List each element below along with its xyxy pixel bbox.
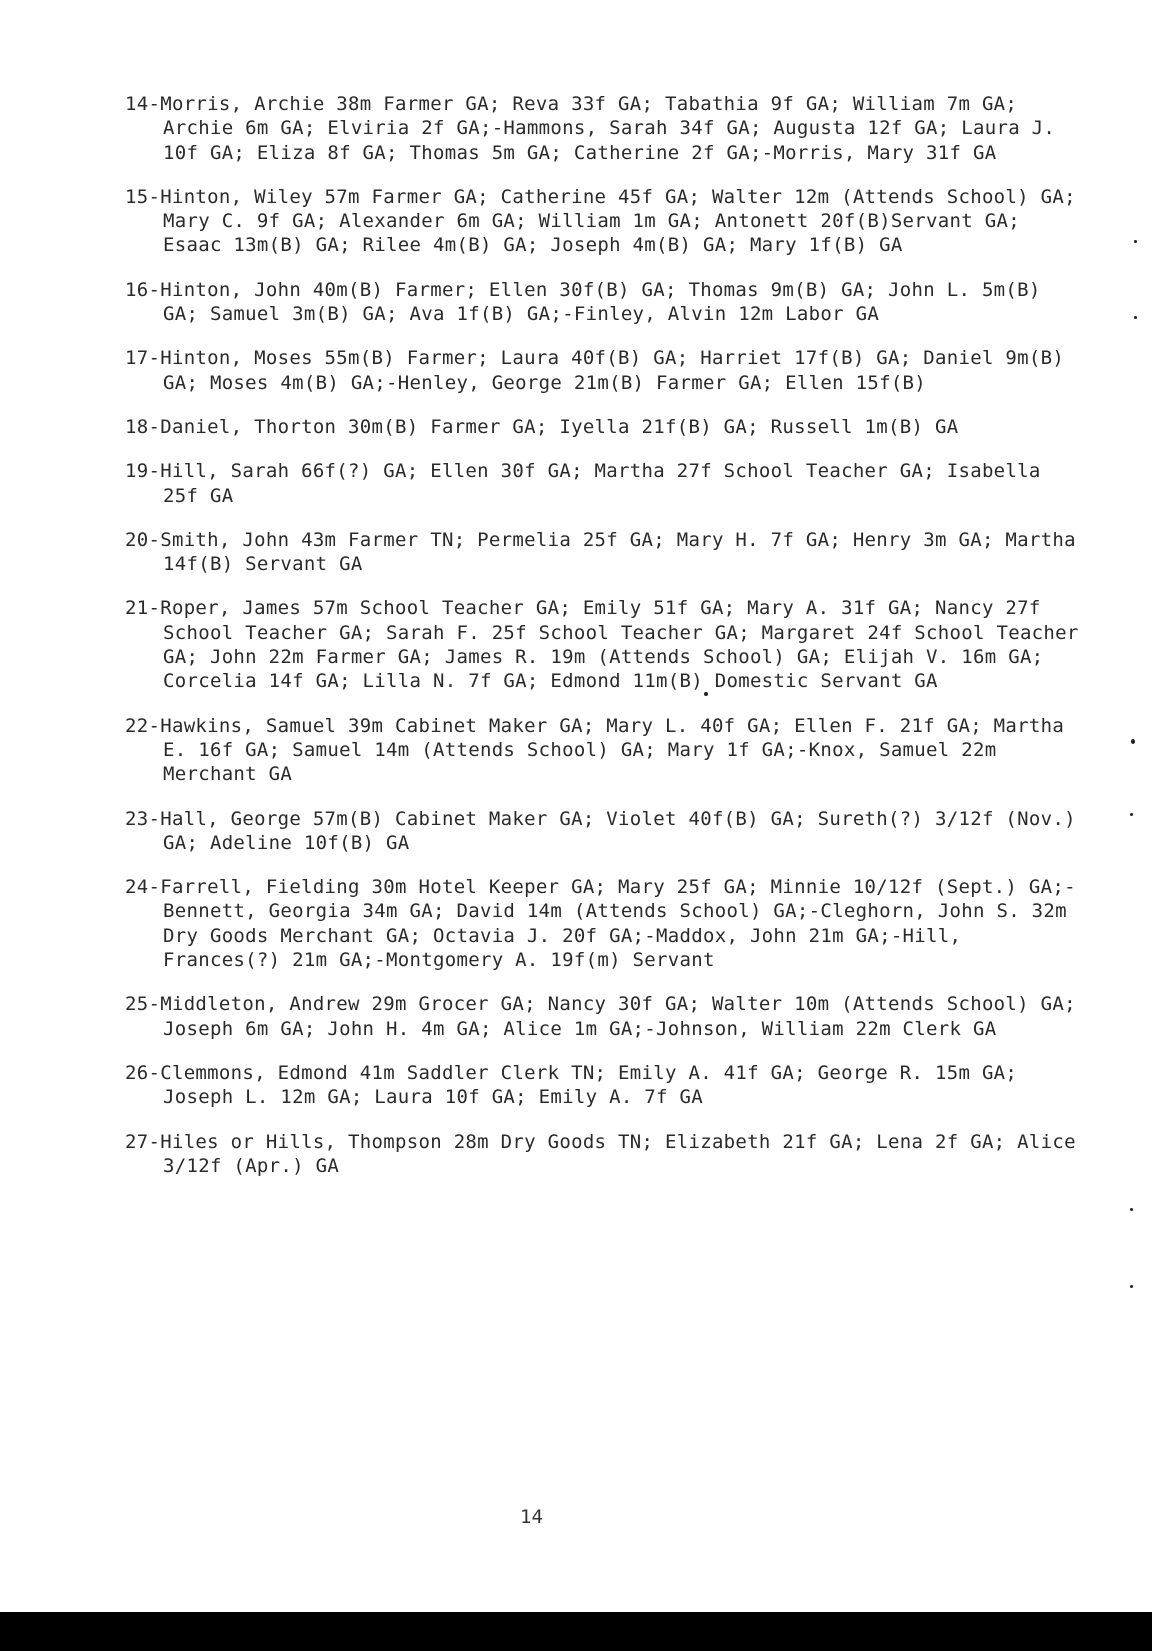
scan-speck bbox=[1130, 1285, 1133, 1288]
census-entry: 22-Hawkins, Samuel 39m Cabinet Maker GA; Mary L. 40f GA; Ellen F. 21f GA; Martha E. 16f GA; Samuel 14m (Attends School) GA; Mary 1f GA;-Knox, Samuel 22m Merchant GA bbox=[125, 714, 1065, 786]
census-entry: 17-Hinton, Moses 55m(B) Farmer; Laura 40f(B) GA; Harriet 17f(B) GA; Daniel 9m(B) GA; Moses 4m(B) GA;-Henley, George 21m(B) Farmer GA; Ellen 15f(B) bbox=[125, 347, 1065, 394]
scan-speck bbox=[1130, 813, 1133, 816]
scan-speck bbox=[1134, 316, 1137, 319]
census-entry: 27-Hiles or Hills, Thompson 28m Dry Goods TN; Elizabeth 21f GA; Lena 2f GA; Alice 3/12f (Apr.) GA bbox=[125, 1130, 1076, 1177]
census-entry: 23-Hall, George 57m(B) Cabinet Maker GA; Violet 40f(B) GA; Sureth(?) 3/12f (Nov.) GA; Adeline 10f(B) GA bbox=[125, 807, 1076, 854]
census-entry: 21-Roper, James 57m School Teacher GA; Emily 51f GA; Mary A. 31f GA; Nancy 27f School Teacher GA; Sarah F. 25f School Teacher GA; Margaret 24f School Teacher GA; John 22m Farmer GA; James R. 19m (Attends School) GA; Elijah V. 16m GA; Corcelia 14f GA; Lilla N. 7f GA; Edmond 11m(B) Domestic Servant GA bbox=[125, 597, 1079, 693]
census-entry: 15-Hinton, Wiley 57m Farmer GA; Catherine 45f GA; Walter 12m (Attends School) GA; Mary C. 9f GA; Alexander 6m GA; William 1m GA; Antonett 20f(B)Servant GA; Esaac 13m(B) GA; Rilee 4m(B) GA; Joseph 4m(B) GA; Mary 1f(B) GA bbox=[125, 185, 1076, 257]
census-entry: 18-Daniel, Thorton 30m(B) Farmer GA; Iyella 21f(B) GA; Russell 1m(B) GA bbox=[125, 415, 959, 438]
scan-speck bbox=[1130, 1208, 1133, 1211]
census-entry: 26-Clemmons, Edmond 41m Saddler Clerk TN; Emily A. 41f GA; George R. 15m GA; Joseph L. 12m GA; Laura 10f GA; Emily A. 7f GA bbox=[125, 1061, 1018, 1109]
census-entry: 25-Middleton, Andrew 29m Grocer GA; Nancy 30f GA; Walter 10m (Attends School) GA; Joseph 6m GA; John H. 4m GA; Alice 1m GA;-Johnson, William 22m Clerk GA bbox=[125, 993, 1076, 1040]
census-entry: 24-Farrell, Fielding 30m Hotel Keeper GA; Mary 25f GA; Minnie 10/12f (Sept.) GA;-Bennett, Georgia 34m GA; David 14m (Attends School) GA;-Cleghorn, John S. 32m Dry Goods Merchant GA; Octavia J. 20f GA;-Maddox, John 21m GA;-Hill, Frances(?) 21m GA;-Montgomery A. 19f(m) Servant bbox=[125, 876, 1076, 972]
census-entry: 19-Hill, Sarah 66f(?) GA; Ellen 30f GA; Martha 27f School Teacher GA; Isabella 25f GA bbox=[125, 460, 1041, 507]
census-entries bbox=[125, 92, 1085, 1198]
scan-border bbox=[0, 1612, 1152, 1651]
scan-speck bbox=[1134, 240, 1137, 243]
census-entry: 16-Hinton, John 40m(B) Farmer; Ellen 30f(B) GA; Thomas 9m(B) GA; John L. 5m(B) GA; Samuel 3m(B) GA; Ava 1f(B) GA;-Finley, Alvin 12m Labor GA bbox=[125, 278, 1041, 326]
census-entry: 20-Smith, John 43m Farmer TN; Permelia 25f GA; Mary H. 7f GA; Henry 3m GA; Martha 14f(B) Servant GA bbox=[125, 528, 1076, 576]
page-number: 14 bbox=[520, 1506, 543, 1528]
scan-speck bbox=[1131, 739, 1135, 744]
census-entry: 14-Morris, Archie 38m Farmer GA; Reva 33f GA; Tabathia 9f GA; William 7m GA; Archie 6m GA; Elviria 2f GA;-Hammons, Sarah 34f GA; Augusta 12f GA; Laura J. 10f GA; Eliza 8f GA; Thomas 5m GA; Catherine 2f GA;-Morris, Mary 31f GA bbox=[125, 93, 1056, 164]
scan-speck bbox=[704, 692, 708, 696]
